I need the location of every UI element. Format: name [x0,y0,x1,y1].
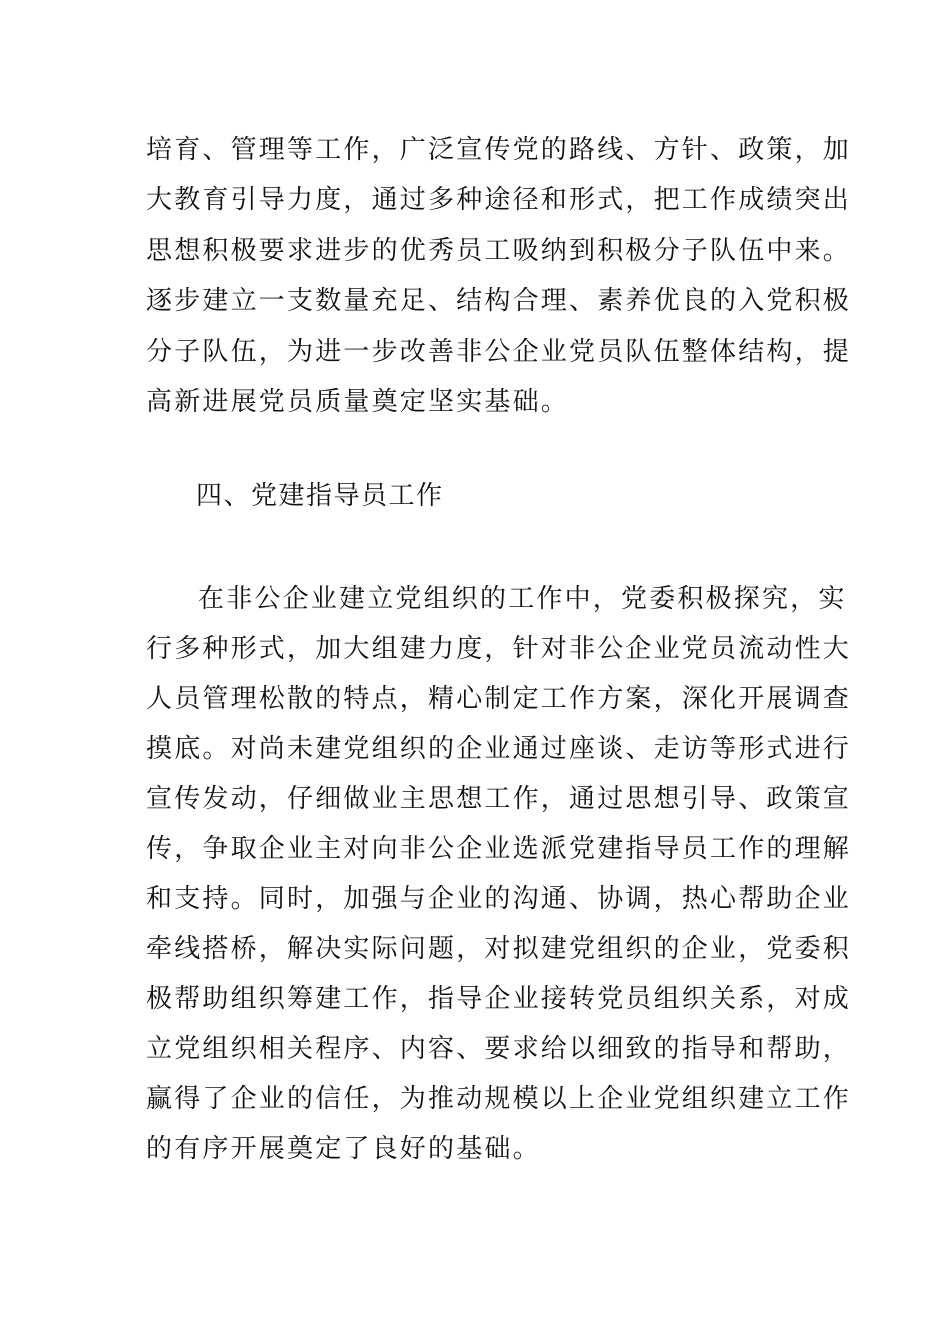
paragraph-line: 分子队伍，为进一步改善非公企业党员队伍整体结构，提 [146,337,852,367]
paragraph-line: 的有序开展奠定了良好的基础。 [146,1134,541,1164]
paragraph-line: 高新进展党员质量奠定坚实基础。 [146,387,570,417]
paragraph-line: 极帮助组织筹建工作，指导企业接转党员组织关系，对成 [146,984,852,1014]
paragraph-line: 人员管理松散的特点，精心制定工作方案，深化开展调查 [146,684,852,714]
paragraph-line: 培育、管理等工作，广泛宣传党的路线、方针、政策，加 [146,135,852,165]
paragraph-line: 立党组织相关程序、内容、要求给以细致的指导和帮助， [146,1034,852,1064]
section-heading: 四、党建指导员工作 [196,481,444,511]
paragraph-line: 牵线搭桥，解决实际问题，对拟建党组织的企业，党委积 [146,934,852,964]
paragraph-line: 传，争取企业主对向非公企业选派党建指导员工作的理解 [146,834,852,864]
paragraph-line: 逐步建立一支数量充足、结构合理、素养优良的入党积极 [146,286,852,316]
paragraph-line: 思想积极要求进步的优秀员工吸纳到积极分子队伍中来。 [146,236,852,266]
paragraph-line: 宣传发动，仔细做业主思想工作，通过思想引导、政策宣 [146,784,852,814]
paragraph-line: 在非公企业建立党组织的工作中，党委积极探究，实 [198,584,847,614]
paragraph-line: 行多种形式，加大组建力度，针对非公企业党员流动性大 [146,634,852,664]
paragraph-line: 摸底。对尚未建党组织的企业通过座谈、走访等形式进行 [146,734,852,764]
paragraph-line: 和支持。同时，加强与企业的沟通、协调，热心帮助企业 [146,884,852,914]
paragraph-line: 大教育引导力度，通过多种途径和形式，把工作成绩突出 [146,185,852,215]
paragraph-line: 赢得了企业的信任，为推动规模以上企业党组织建立工作 [146,1084,852,1114]
